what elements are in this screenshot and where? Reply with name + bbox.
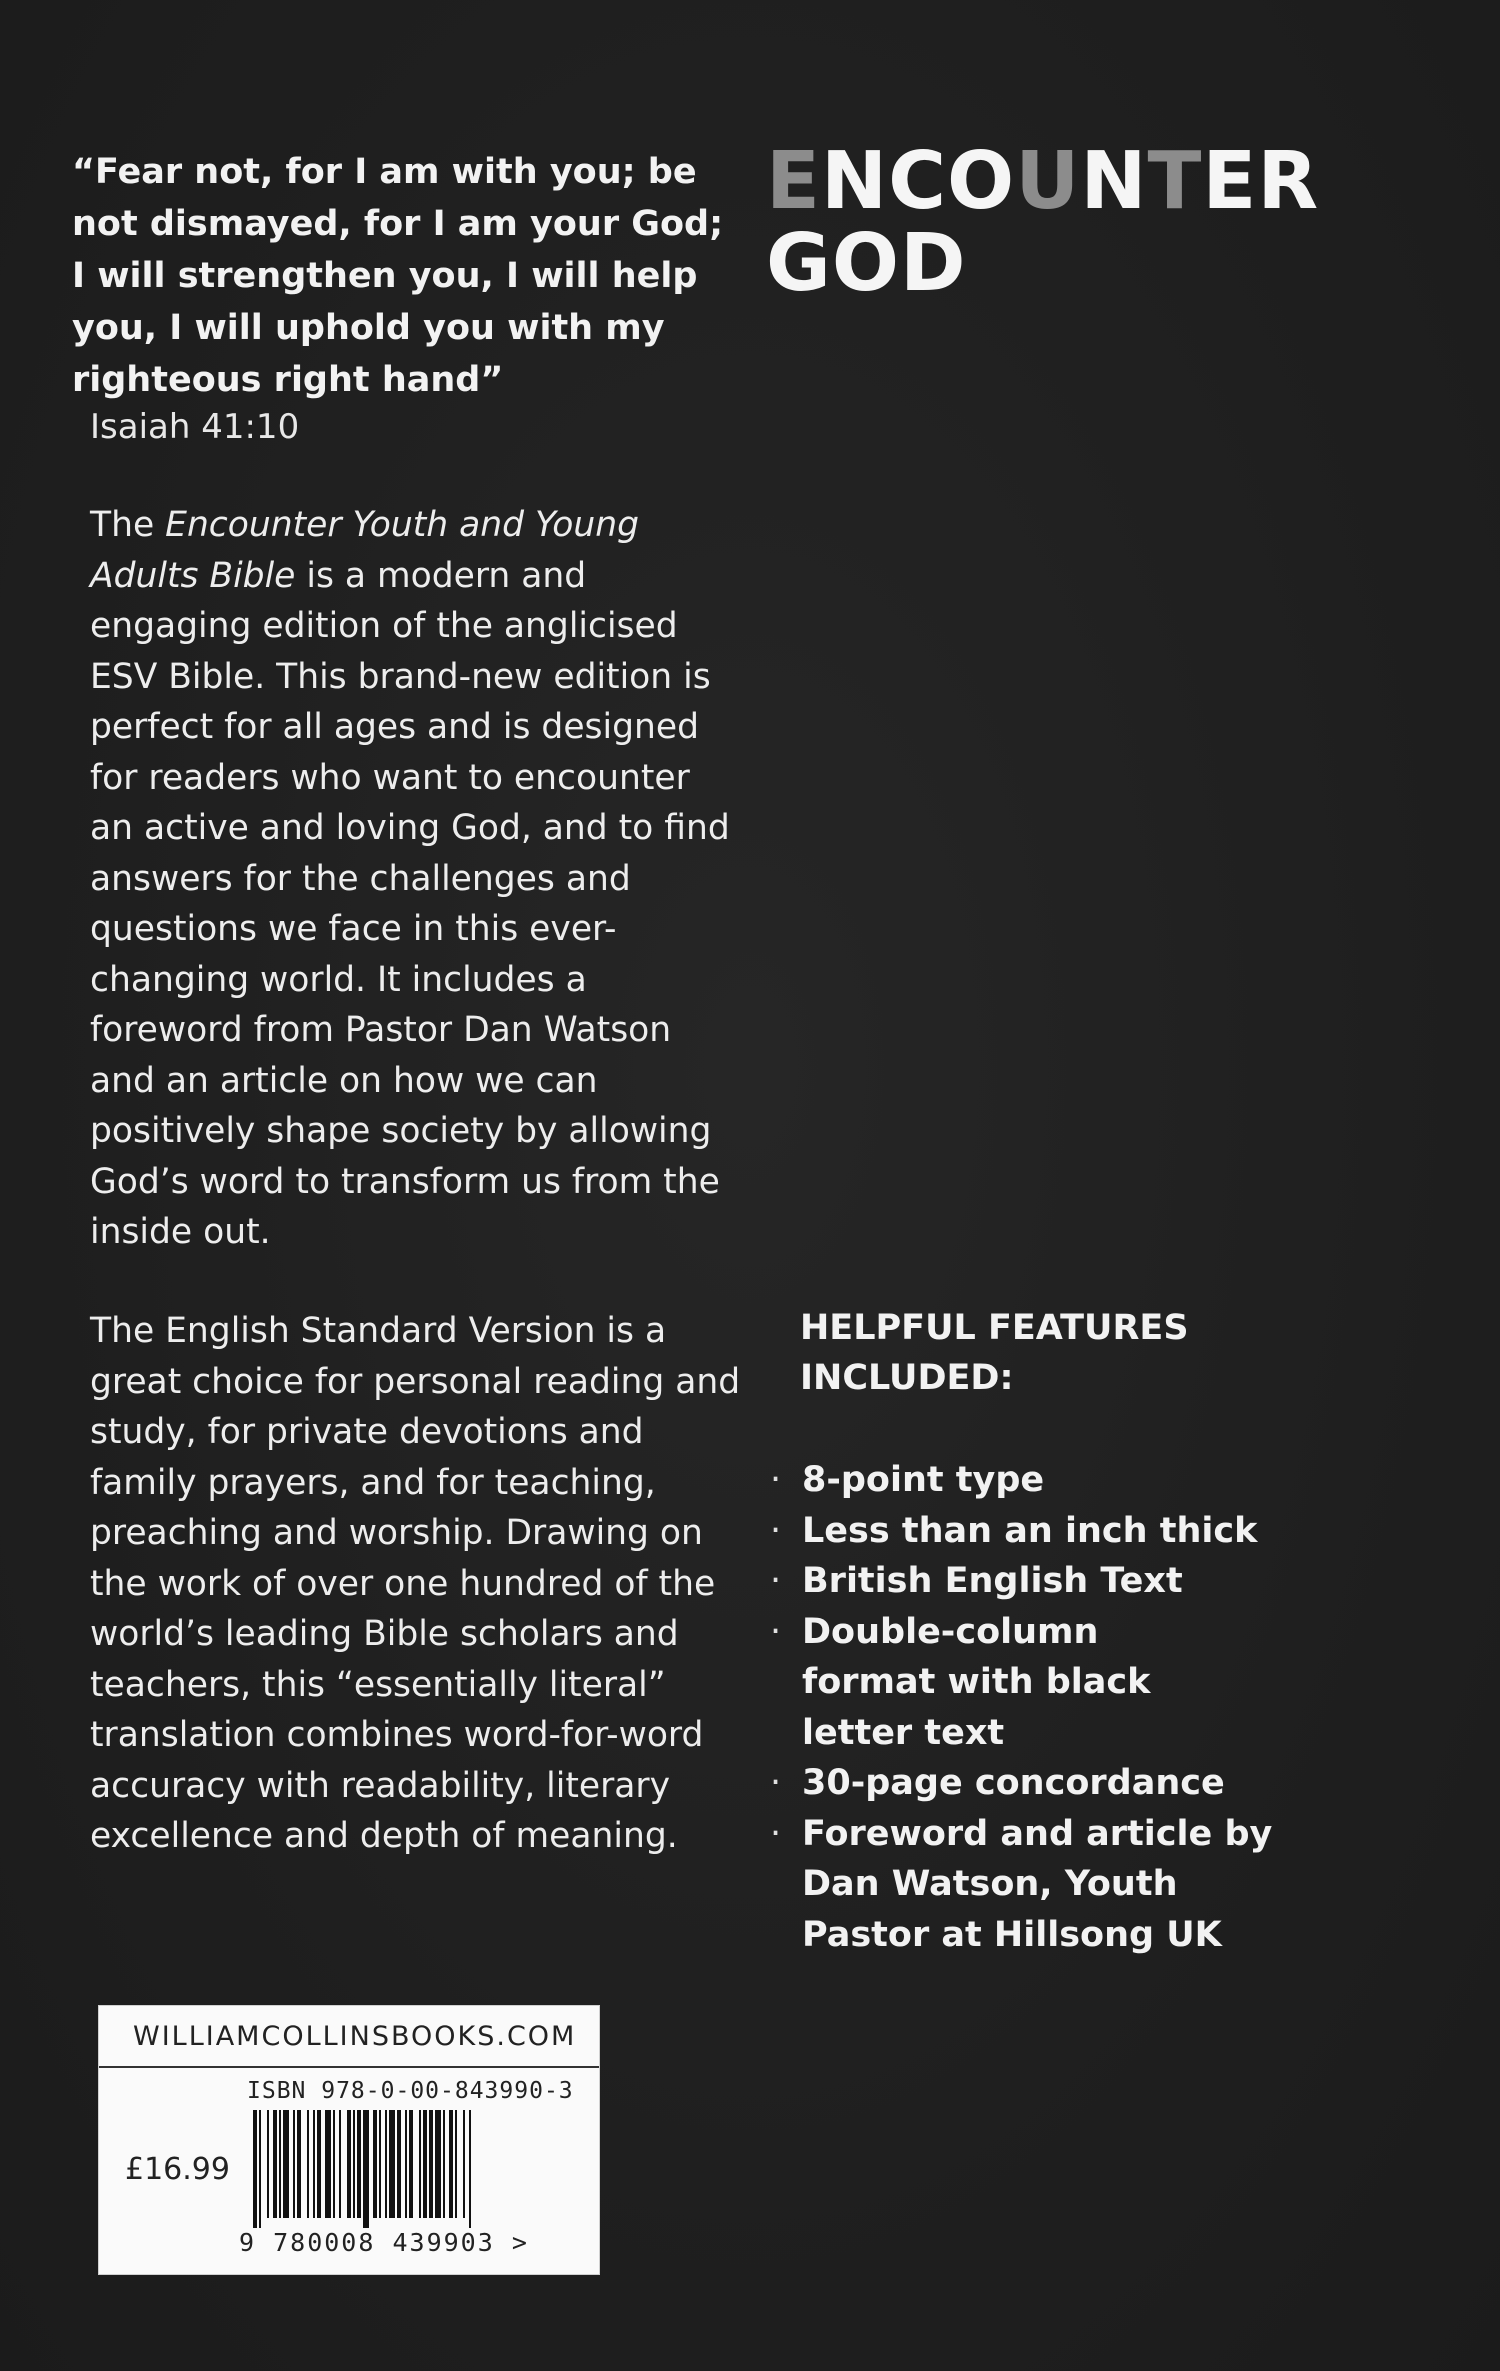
feature-item <box>770 1556 1330 1607</box>
barcode-bar <box>253 2110 257 2228</box>
title-line-1 <box>766 135 1320 227</box>
barcode-bar <box>259 2110 261 2228</box>
feature-item <box>770 1607 1232 1759</box>
barcode-bar <box>283 2110 289 2218</box>
feature-text: 30-page concordance <box>802 1763 1225 1803</box>
bullet-icon: · <box>770 1561 782 1601</box>
barcode-bar <box>339 2110 341 2218</box>
bullet-icon: · <box>770 1611 782 1652</box>
barcode-bar <box>409 2110 413 2218</box>
bullet-icon: · <box>770 1510 782 1551</box>
barcode-bar <box>397 2110 401 2218</box>
barcode-bar <box>325 2110 331 2218</box>
title-letter-u: U <box>1015 135 1081 227</box>
title-letters-er: ER <box>1202 135 1320 227</box>
bible-title-italic: Encounter Youth and Young Adults Bible <box>90 505 640 596</box>
publisher-website: WILLIAMCOLLINSBOOKS.COM <box>133 2021 577 2052</box>
barcode-bar <box>419 2110 421 2218</box>
barcode-image <box>247 2110 577 2230</box>
barcode-bar <box>469 2110 471 2228</box>
label-divider <box>99 2066 599 2068</box>
feature-item <box>770 1758 1330 1809</box>
book-title <box>766 135 1320 309</box>
features-list <box>770 1455 1330 1960</box>
feature-text: Double-column format with black letter text <box>802 1611 1151 1753</box>
feature-item <box>770 1506 1330 1557</box>
barcode-bar <box>317 2110 321 2218</box>
feature-text: 8-point type <box>802 1460 1045 1500</box>
barcode-bar <box>449 2110 453 2218</box>
barcode-bar <box>313 2110 315 2218</box>
barcode-bar <box>279 2110 281 2218</box>
title-line-2: GOD <box>766 217 967 309</box>
barcode-bar <box>385 2110 387 2218</box>
barcode-bar <box>357 2110 361 2218</box>
price: £16.99 <box>125 2152 230 2187</box>
barcode-bar <box>293 2110 295 2218</box>
features-heading <box>800 1303 1220 1403</box>
title-letters-nco: NCO <box>820 135 1016 227</box>
scripture-reference: Isaiah 41:10 <box>90 407 300 447</box>
title-letter-n: N <box>1080 135 1148 227</box>
barcode-bar <box>273 2110 277 2218</box>
barcode-bar <box>405 2110 407 2218</box>
isbn-number: ISBN 978-0-00-843990-3 <box>247 2078 574 2104</box>
title-letter-e: E <box>766 135 821 227</box>
feature-text: Less than an inch thick <box>802 1510 1258 1551</box>
scripture-quote: “Fear not, for I am with you; be not dismayed, for I am your God; I will strengthen you, I will help you, I will uphold you with my righteous right hand” <box>72 152 724 400</box>
barcode-bar <box>379 2110 381 2218</box>
barcode-digits: 9 780008 439903 > <box>239 2228 529 2257</box>
barcode-bar <box>353 2110 355 2218</box>
barcode-bar <box>373 2110 377 2218</box>
barcode-bar <box>297 2110 301 2218</box>
barcode-bar <box>363 2110 369 2228</box>
feature-text: Foreword and article by Dan Watson, Youth Pastor at Hillsong UK <box>802 1813 1273 1955</box>
barcode-bar <box>267 2110 269 2218</box>
description-paragraph-1 <box>90 500 740 1258</box>
feature-text: British English Text <box>802 1561 1183 1601</box>
bullet-icon: · <box>770 1763 782 1803</box>
feature-item <box>770 1809 1302 1961</box>
bullet-icon: · <box>770 1460 782 1500</box>
barcode-bar <box>423 2110 427 2218</box>
barcode-bar <box>307 2110 309 2218</box>
description-paragraph-2: The English Standard Version is a great choice for personal reading and study, for private devotions and family prayers, and for teaching, preaching and worship. Drawing on the work of over one hundred of the world’s leading Bible scholars and teachers, this “essentially literal” translation combines word-for-word accuracy with readability, literary excellence and depth of meaning. <box>90 1311 741 1856</box>
barcode-bar <box>455 2110 457 2218</box>
description-body: is a modern and engaging edition of the anglicised ESV Bible. This brand-new edition is perfect for all ages and is designed for readers who want to encounter an active and loving God, and to find answers for the challenges and questions we face in this ever-changing world. It includes a foreword from Pastor Dan Watson and an article on how we can positively shape society by allowing God’s word to transform us from the inside out. <box>90 555 730 1252</box>
feature-item <box>770 1455 1330 1506</box>
barcode-bar <box>435 2110 441 2218</box>
barcode-bar <box>443 2110 445 2218</box>
barcode-bar <box>429 2110 433 2218</box>
features-heading-text: HELPFUL FEATURES INCLUDED: <box>800 1308 1189 1398</box>
title-letter-t: T <box>1147 135 1203 227</box>
barcode-bar <box>347 2110 351 2218</box>
description-prefix: The <box>90 505 166 545</box>
barcode-label <box>98 2005 600 2275</box>
barcode-bar <box>333 2110 335 2218</box>
barcode-bar <box>389 2110 395 2218</box>
bullet-icon: · <box>770 1813 782 1854</box>
barcode-bar <box>463 2110 465 2218</box>
